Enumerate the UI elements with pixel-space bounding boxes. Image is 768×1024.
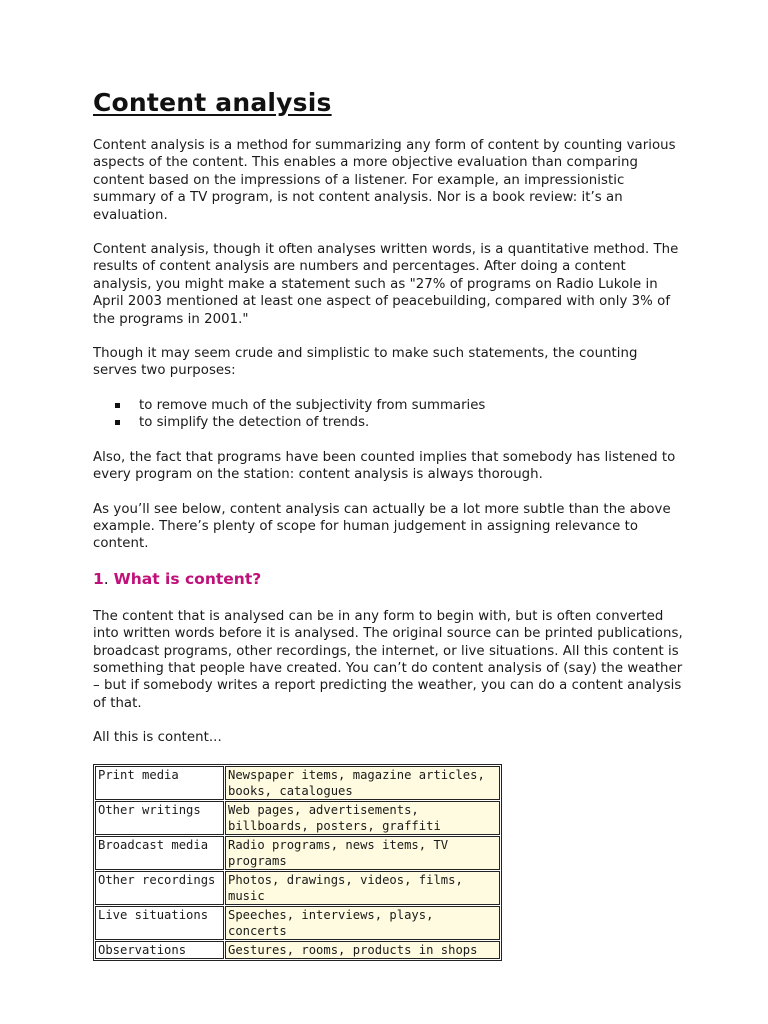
section-heading — [93, 570, 683, 588]
thorough-paragraph: Also, the fact that programs have been counted implies that somebody has listened to every program on the station: content analysis is always thorough. — [93, 449, 676, 483]
content-form-paragraph: The content that is analysed can be in any form to begin with, but is often converted into written words before it is analysed. The original source can be printed publications, broadcast programs, other recordings, the internet, or live situations. All this content is something that people have created. You can’t do content analysis of (say) the weather – but if somebody writes a report predicting the weather, you can do a content analysis of that. — [93, 608, 683, 711]
square-bullet-icon — [115, 403, 120, 408]
content-type-cell: Live situations — [95, 906, 224, 940]
list-item — [115, 397, 683, 414]
table-row — [95, 871, 500, 905]
quantitative-paragraph: Content analysis, though it often analyses written words, is a quantitative method. The results of content analysis are numbers and percentages. After doing a content analysis, you might make a statement such as "27% of programs on Radio Lukole in April 2003 mentioned at least one aspect of peacebuilding, compared with only 3% of the programs in 2001." — [93, 242, 679, 327]
table-row — [95, 801, 500, 835]
content-type-cell: Observations — [95, 941, 224, 959]
purposes-list — [93, 397, 683, 432]
table-row — [95, 766, 500, 800]
section-separator: . — [103, 569, 114, 588]
list-item-text: to simplify the detection of trends. — [139, 415, 370, 431]
square-bullet-icon — [115, 420, 120, 425]
list-item-text: to remove much of the subjectivity from summaries — [139, 397, 486, 413]
table-intro-paragraph: All this is content... — [93, 730, 222, 746]
content-examples-cell: Web pages, advertisements, billboards, posters, graffiti — [225, 801, 500, 835]
document-page — [93, 88, 683, 961]
content-type-cell: Other recordings — [95, 871, 224, 905]
purposes-paragraph: Though it may seem crude and simplistic to make such statements, the counting serves two purposes: — [93, 346, 638, 379]
table-row — [95, 906, 500, 940]
content-examples-cell: Newspaper items, magazine articles, books, catalogues — [225, 766, 500, 800]
content-types-table — [93, 764, 502, 961]
content-type-cell: Broadcast media — [95, 836, 224, 870]
content-examples-cell: Speeches, interviews, plays, concerts — [225, 906, 500, 940]
list-item — [115, 414, 683, 431]
section-number: 1 — [93, 569, 104, 588]
subtle-paragraph: As you’ll see below, content analysis can actually be a lot more subtle than the above example. There’s plenty of scope for human judgement in assigning relevance to content. — [93, 501, 671, 552]
content-examples-cell: Photos, drawings, videos, films, music — [225, 871, 500, 905]
page-title: Content analysis — [93, 88, 332, 117]
content-examples-cell: Radio programs, news items, TV programs — [225, 836, 500, 870]
intro-paragraph: Content analysis is a method for summarizing any form of content by counting various aspects of the content. This enables a more objective evaluation than comparing content based on the impressions of a listener. For example, an impressionistic summary of a TV program, is not content analysis. Nor is a book review: it’s an evaluation. — [93, 138, 676, 223]
table-row — [95, 836, 500, 870]
content-type-cell: Print media — [95, 766, 224, 800]
content-type-cell: Other writings — [95, 801, 224, 835]
content-examples-cell: Gestures, rooms, products in shops — [225, 941, 500, 959]
section-heading-text: What is content? — [113, 569, 262, 588]
table-row — [95, 941, 500, 959]
